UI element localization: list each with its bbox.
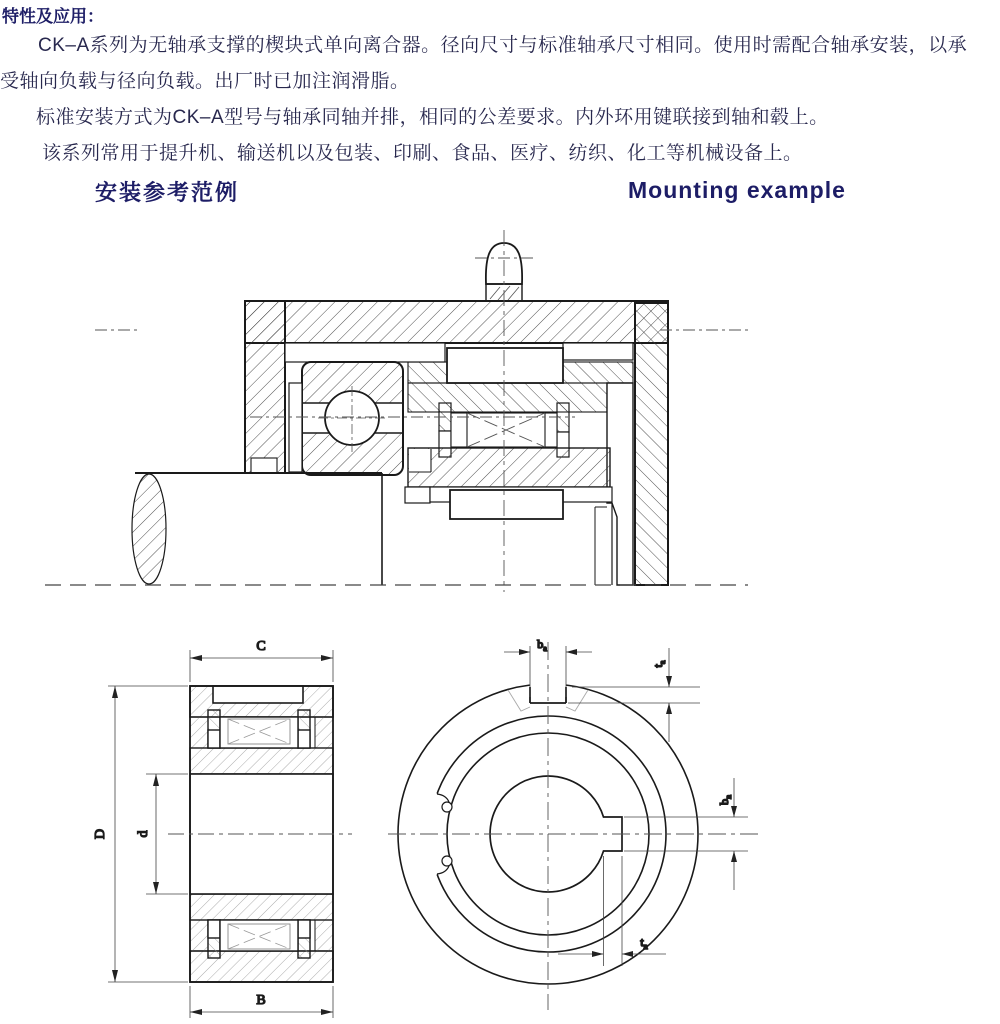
intro-heading: 特性及应用：: [2, 7, 104, 26]
lube-hole-lower: [442, 856, 452, 866]
section-title-en: Mounting example: [628, 177, 846, 203]
dim-label-outer-key-depth: $t_a$: [651, 660, 667, 668]
lube-hole-upper: [442, 802, 452, 812]
dim-label-inner-key-depth: $t_n$: [640, 935, 648, 951]
dim-label-inner-key-width: $b_n$: [717, 795, 733, 805]
dim-label-outer-width: C: [256, 639, 266, 654]
dim-t-outer: [568, 648, 700, 742]
intro-line-2: 受轴向负载与径向负载。出厂时已加注润滑脂。: [0, 71, 410, 92]
clutch-side-section-view: [93, 639, 352, 1018]
mounting-section-drawing: [45, 230, 750, 592]
dim-label-bore-diameter: d: [136, 830, 151, 838]
section-title-zh: 安装参考范例: [95, 180, 240, 205]
dim-label-outer-diameter: D: [93, 828, 108, 840]
clutch-front-view: [388, 637, 762, 1010]
intro-line-3: 标准安装方式为CK–A型号与轴承同轴并排，相同的公差要求。内外环用键联接到轴和毂上。: [36, 107, 829, 128]
dim-label-outer-key-width: $b_a$: [537, 637, 547, 653]
dim-C: [190, 650, 333, 682]
intro-line-4: 该系列常用于提升机、输送机以及包装、印刷、食品、医疗、纺织、化工等机械设备上。: [42, 143, 803, 164]
intro-line-1: CK–A系列为无轴承支撑的楔块式单向离合器。径向尺寸与标准轴承尺寸相同。使用时需配合轴承安装，以承: [38, 35, 968, 56]
dim-label-inner-width: B: [256, 993, 266, 1008]
